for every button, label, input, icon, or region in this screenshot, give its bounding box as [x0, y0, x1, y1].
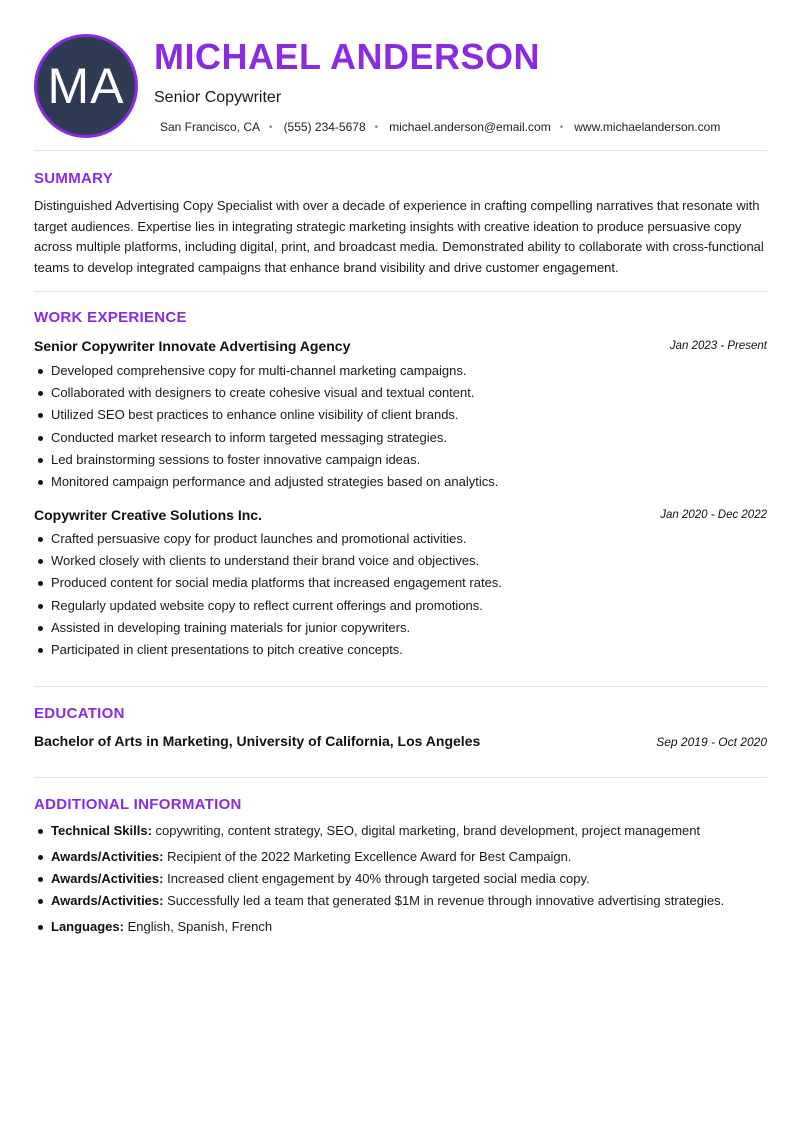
list-item: Participated in client presentations to pitch creative concepts. [34, 639, 767, 661]
job-entry-header [34, 338, 767, 356]
list-item: Developed comprehensive copy for multi-channel marketing campaigns. [34, 360, 767, 382]
info-label: Awards/Activities: [51, 893, 164, 908]
info-value: Recipient of the 2022 Marketing Excellence Award for Best Campaign. [163, 849, 572, 864]
info-value: Successfully led a team that generated $1M in revenue through innovative advertising strategies. [163, 893, 725, 908]
job-entry-header [34, 507, 767, 525]
separator-dot: • [374, 121, 379, 133]
job-bullet-list [34, 528, 767, 661]
info-item-award [34, 890, 767, 912]
contact-email[interactable]: michael.anderson@email.com [389, 120, 551, 134]
list-item: Collaborated with designers to create cohesive visual and textual content. [34, 382, 767, 404]
education-entry [34, 733, 767, 751]
section-divider [34, 777, 767, 778]
avatar [34, 34, 138, 138]
info-label: Awards/Activities: [51, 849, 164, 864]
list-item: Crafted persuasive copy for product launches and promotional activities. [34, 528, 767, 550]
info-value: English, Spanish, French [123, 919, 273, 934]
resume-header [34, 34, 767, 138]
section-divider [34, 150, 767, 151]
section-divider [34, 686, 767, 687]
list-item: Led brainstorming sessions to foster innovative campaign ideas. [34, 449, 767, 471]
info-item-technical-skills [34, 820, 767, 842]
info-item-languages [34, 916, 767, 938]
list-item: Worked closely with clients to understand their brand voice and objectives. [34, 550, 767, 572]
info-item-award [34, 868, 767, 890]
education-dates: Sep 2019 - Oct 2020 [656, 735, 767, 749]
summary-heading: SUMMARY [34, 170, 114, 187]
job-dates: Jan 2020 - Dec 2022 [660, 509, 767, 521]
additional-info-heading: ADDITIONAL INFORMATION [34, 796, 242, 813]
contact-line [160, 120, 720, 134]
degree-institution: Bachelor of Arts in Marketing, University of California, Los Angeles [34, 733, 481, 749]
work-experience-heading: WORK EXPERIENCE [34, 309, 187, 326]
list-item: Regularly updated website copy to reflect current offerings and promotions. [34, 595, 767, 617]
list-item: Produced content for social media platforms that increased engagement rates. [34, 572, 767, 594]
job-title: Senior Copywriter [154, 89, 282, 106]
candidate-name: MICHAEL ANDERSON [154, 36, 541, 77]
list-item: Assisted in developing training materials for junior copywriters. [34, 617, 767, 639]
job-dates: Jan 2023 - Present [669, 340, 767, 352]
list-item: Conducted market research to inform targeted messaging strategies. [34, 427, 767, 449]
job-position-company: Senior Copywriter Innovate Advertising Agency [34, 338, 351, 354]
contact-website[interactable]: www.michaelanderson.com [574, 120, 721, 134]
separator-dot: • [269, 121, 273, 133]
info-label: Languages: [51, 919, 124, 934]
info-label: Awards/Activities: [51, 871, 164, 886]
job-position-company: Copywriter Creative Solutions Inc. [34, 507, 262, 523]
contact-location: San Francisco, CA [160, 120, 261, 134]
contact-phone[interactable]: (555) 234-5678 [283, 120, 366, 134]
additional-info-list [34, 820, 767, 938]
info-value: copywriting, content strategy, SEO, digital marketing, brand development, project management [151, 823, 701, 838]
list-item: Monitored campaign performance and adjusted strategies based on analytics. [34, 471, 767, 493]
section-divider [34, 291, 767, 292]
summary-text: Distinguished Advertising Copy Specialist with over a decade of experience in crafting compelling narratives that resonate with target audiences. Expertise lies in integrating strategic marketing insights with creative ideation to produce persuasive copy across multiple platforms, including digital, print, and broadcast media. Demonstrated ability to collaborate with cross-functional teams to develop integrated campaigns that enhance brand visibility and drive customer engagement. [34, 198, 764, 275]
info-label: Technical Skills: [51, 823, 152, 838]
avatar-initials: MA [47, 58, 125, 114]
info-value: Increased client engagement by 40% through targeted social media copy. [163, 871, 590, 886]
list-item: Utilized SEO best practices to enhance online visibility of client brands. [34, 404, 767, 426]
info-item-award [34, 846, 767, 868]
job-bullet-list [34, 360, 767, 493]
education-heading: EDUCATION [34, 705, 125, 722]
separator-dot: • [559, 121, 564, 133]
